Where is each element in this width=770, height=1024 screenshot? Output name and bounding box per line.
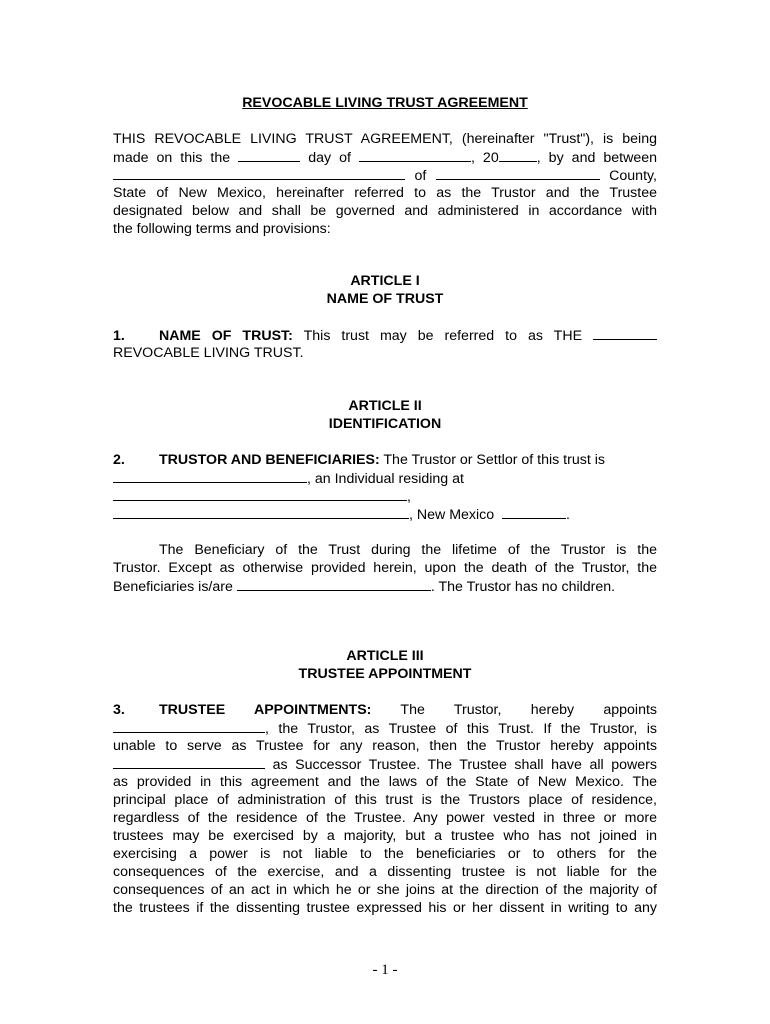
blank-year[interactable] xyxy=(499,148,537,162)
blank-month[interactable] xyxy=(359,148,471,162)
section-2-line-1: 2. TRUSTOR AND BENEFICIARIES: The Trustor or Settlor of this trust is xyxy=(113,452,605,468)
section-3-line-6: principal place of administration of this trust is the Trustors place of residence, xyxy=(113,792,657,808)
intro-line-4: State of New Mexico, hereinafter referred to as the Trustor and the Trustee xyxy=(113,185,657,201)
section-1-line-1: 1. NAME OF TRUST: This trust may be referred to as THE xyxy=(113,326,657,345)
blank-address-1[interactable] xyxy=(113,487,407,501)
blank-trust-name[interactable] xyxy=(593,326,657,340)
blank-trustor-name[interactable] xyxy=(113,166,405,180)
blank-successor-trustee[interactable] xyxy=(113,755,265,769)
intro-line-6: the following terms and provisions: xyxy=(113,221,331,237)
article-3-subheading: TRUSTEE APPOINTMENT xyxy=(298,666,472,682)
section-3-line-4: as Successor Trustee. The Trustee shall have all powers xyxy=(113,755,657,774)
section-2-line-3: , xyxy=(113,487,657,506)
intro-line-5: designated below and shall be governed and administered in accordance with xyxy=(113,203,657,219)
section-3-line-12: the trustees if the dissenting trustee expressed his or her dissent in writing to any xyxy=(113,900,657,916)
section-3-line-8: trustees may be exercised by a majority, but a trustee who has not joined in xyxy=(113,828,657,844)
intro-line-3: of County, xyxy=(113,166,657,185)
section-3-line-9: exercising a power is not liable to the beneficiaries or to others for the xyxy=(113,846,657,862)
blank-trustee[interactable] xyxy=(113,719,265,733)
section-2-p2-line-2: Trustor. Except as otherwise provided herein, upon the death of the Trustor, the xyxy=(113,560,657,576)
section-2-p2-line-1: The Beneficiary of the Trust during the lifetime of the Trustor is the xyxy=(159,542,657,558)
blank-address-2[interactable] xyxy=(113,505,409,519)
section-1-line-2: REVOCABLE LIVING TRUST. xyxy=(113,345,304,361)
section-3-line-11: consequences of an act in which he or she joins at the direction of the majority of xyxy=(113,882,657,898)
section-3-line-2: , the Trustor, as Trustee of this Trust. If the Trustor, is xyxy=(113,719,657,738)
section-2-line-4: , New Mexico . xyxy=(113,505,657,524)
intro-line-1: THIS REVOCABLE LIVING TRUST AGREEMENT, (hereinafter "Trust"), is being xyxy=(113,131,657,147)
blank-beneficiaries[interactable] xyxy=(237,577,431,591)
intro-line-2: made on this the day of , 20 , by and between xyxy=(113,150,658,166)
blank-trustor[interactable] xyxy=(113,469,307,483)
section-2-line-2: , an Individual residing at xyxy=(113,469,657,488)
section-3-line-5: as provided in this agreement and the laws of the State of New Mexico. The xyxy=(113,774,657,790)
section-3-line-3: unable to serve as Trustee for any reason, then the Trustor hereby appoints xyxy=(113,738,657,754)
section-2-p2-line-3: Beneficiaries is/are . The Trustor has no children. xyxy=(113,579,616,595)
section-3-line-10: consequences of the exercise, and a dissenting trustee is not liable for the xyxy=(113,864,657,880)
article-3-heading: ARTICLE III xyxy=(346,648,424,664)
blank-county[interactable] xyxy=(436,166,600,180)
article-1-heading: ARTICLE I xyxy=(350,273,420,289)
blank-day[interactable] xyxy=(238,148,300,162)
article-1-subheading: NAME OF TRUST xyxy=(326,291,444,307)
blank-zip[interactable] xyxy=(502,505,566,519)
section-3-line-1: 3. TRUSTEE APPOINTMENTS: The Trustor, hereby appoints xyxy=(113,702,657,718)
article-2-subheading: IDENTIFICATION xyxy=(328,416,442,432)
document-title: REVOCABLE LIVING TRUST AGREEMENT xyxy=(242,95,528,111)
page-number: - 1 - xyxy=(372,962,398,978)
section-3-line-7: regardless of the residence of the Trustee. Any power vested in three or more xyxy=(113,810,657,826)
article-2-heading: ARTICLE II xyxy=(348,398,422,414)
